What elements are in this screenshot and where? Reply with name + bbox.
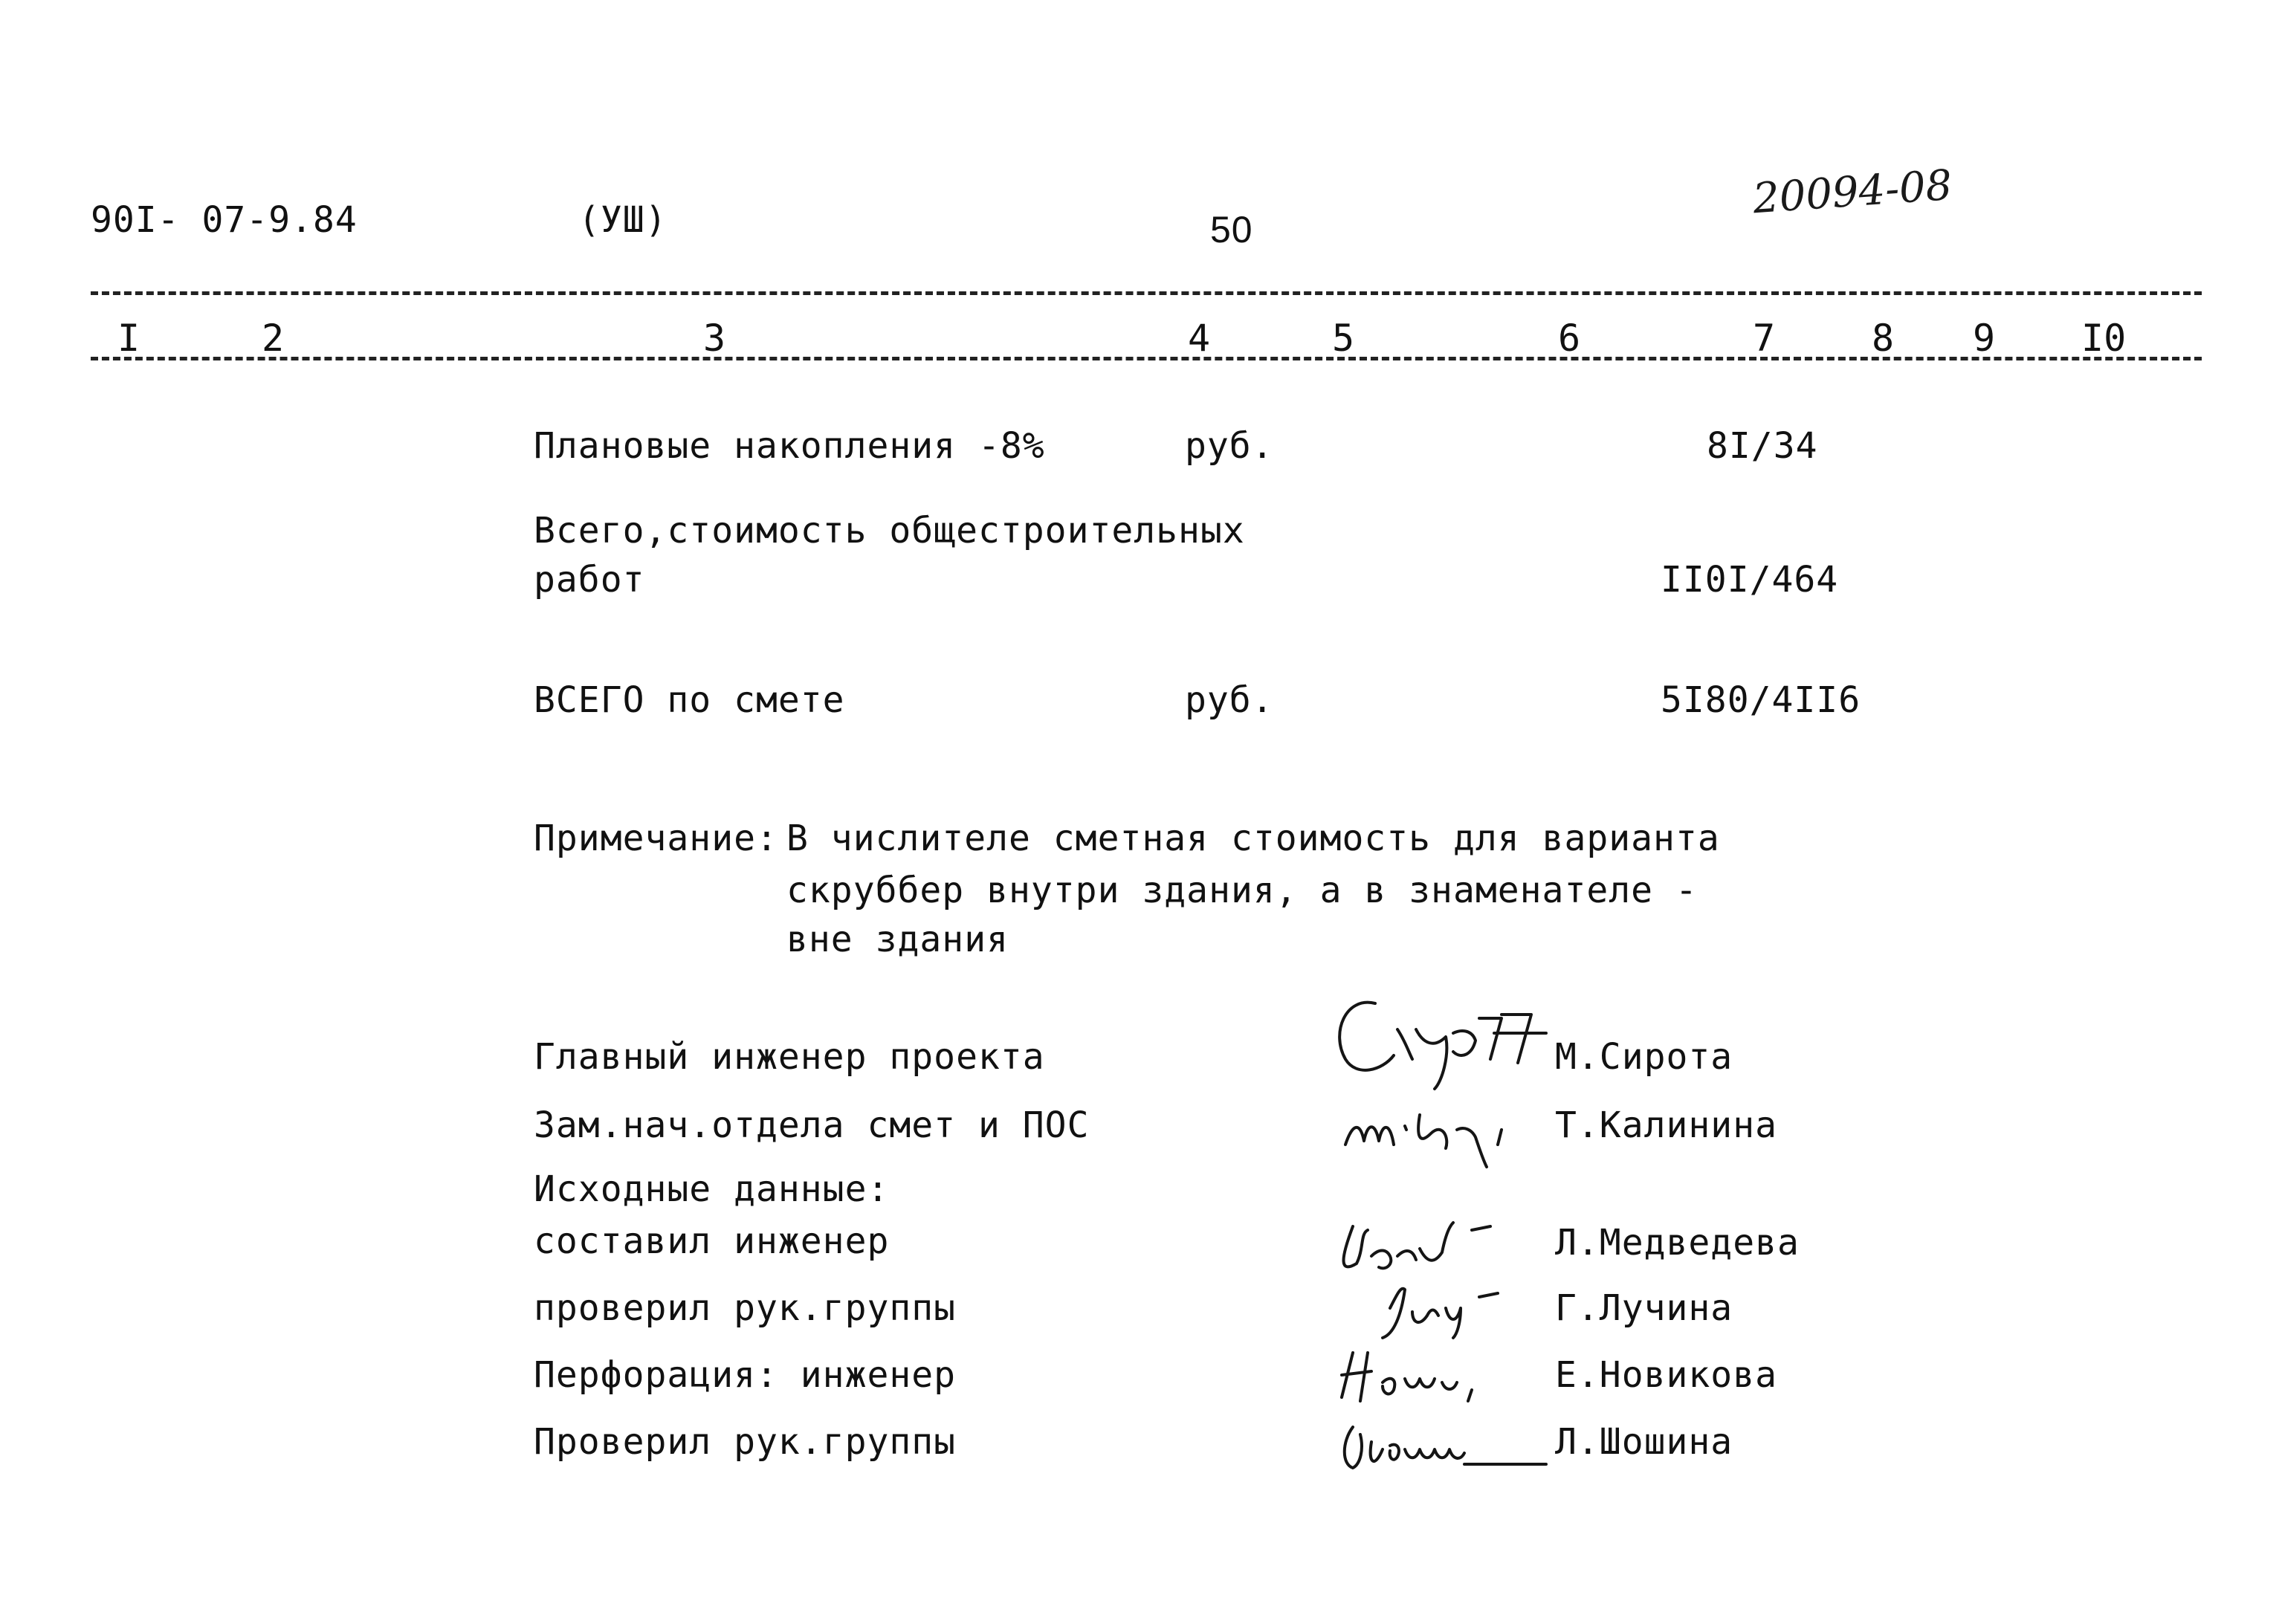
signer-role: Исходные данные: (534, 1168, 890, 1210)
row-label: Плановые накопления -8% (534, 425, 1045, 467)
signature-scribble (1323, 989, 1561, 1093)
dashed-rule-top (91, 291, 2202, 295)
signer-name: Е.Новикова (1555, 1354, 1777, 1396)
signature-scribble (1338, 1085, 1546, 1167)
document-code: 90I- 07-9.84 (91, 199, 358, 241)
row-value: 8I/34 (1707, 425, 1818, 467)
column-number: 5 (1332, 317, 1355, 360)
note-line: вне здания (786, 919, 1009, 960)
note-line: В числителе сметная стоимость для варианта (786, 818, 1720, 859)
signer-name: Л.Медведева (1555, 1222, 1800, 1264)
column-number: 4 (1188, 317, 1211, 360)
row-label: ВСЕГО по смете (534, 679, 845, 721)
row-value: 5I80/4II6 (1661, 679, 1861, 721)
signer-name: Г.Лучина (1555, 1287, 1733, 1329)
row-label: работ (534, 559, 645, 601)
note-label: Примечание: (534, 818, 778, 859)
row-unit: руб. (1185, 425, 1274, 467)
signer-name: М.Сирота (1555, 1036, 1733, 1078)
column-number: 8 (1872, 317, 1895, 360)
handwritten-number: 20094-08 (1751, 161, 1954, 224)
signature-scribble (1331, 1338, 1524, 1412)
signer-role: Зам.нач.отдела смет и ПОС (534, 1104, 1090, 1146)
row-value: II0I/464 (1661, 559, 1839, 601)
column-number: 3 (703, 317, 726, 360)
column-number: I0 (2081, 317, 2127, 360)
column-number: 7 (1753, 317, 1776, 360)
column-number: I (117, 317, 140, 360)
signature-scribble (1368, 1264, 1539, 1345)
signer-name: Л.Шошина (1555, 1421, 1733, 1463)
signer-role: составил инженер (534, 1220, 890, 1262)
column-number: 6 (1558, 317, 1581, 360)
note-line: скруббер внутри здания, а в знаменателе - (786, 870, 1698, 911)
signature-scribble (1331, 1405, 1554, 1479)
volume-label: (УШ) (578, 199, 668, 241)
page-number: 50 (1210, 209, 1253, 250)
signer-role: Перфорация: инженер (534, 1354, 957, 1396)
signer-role: Главный инженер проекта (534, 1036, 1045, 1078)
signer-name: Т.Калинина (1555, 1104, 1777, 1146)
column-number: 9 (1973, 317, 1996, 360)
signer-role: Проверил рук.группы (534, 1421, 957, 1463)
row-label: Всего,стоимость общестроительных (534, 510, 1245, 551)
signer-role: проверил рук.группы (534, 1287, 957, 1329)
column-number: 2 (262, 317, 285, 360)
row-unit: руб. (1185, 679, 1274, 721)
